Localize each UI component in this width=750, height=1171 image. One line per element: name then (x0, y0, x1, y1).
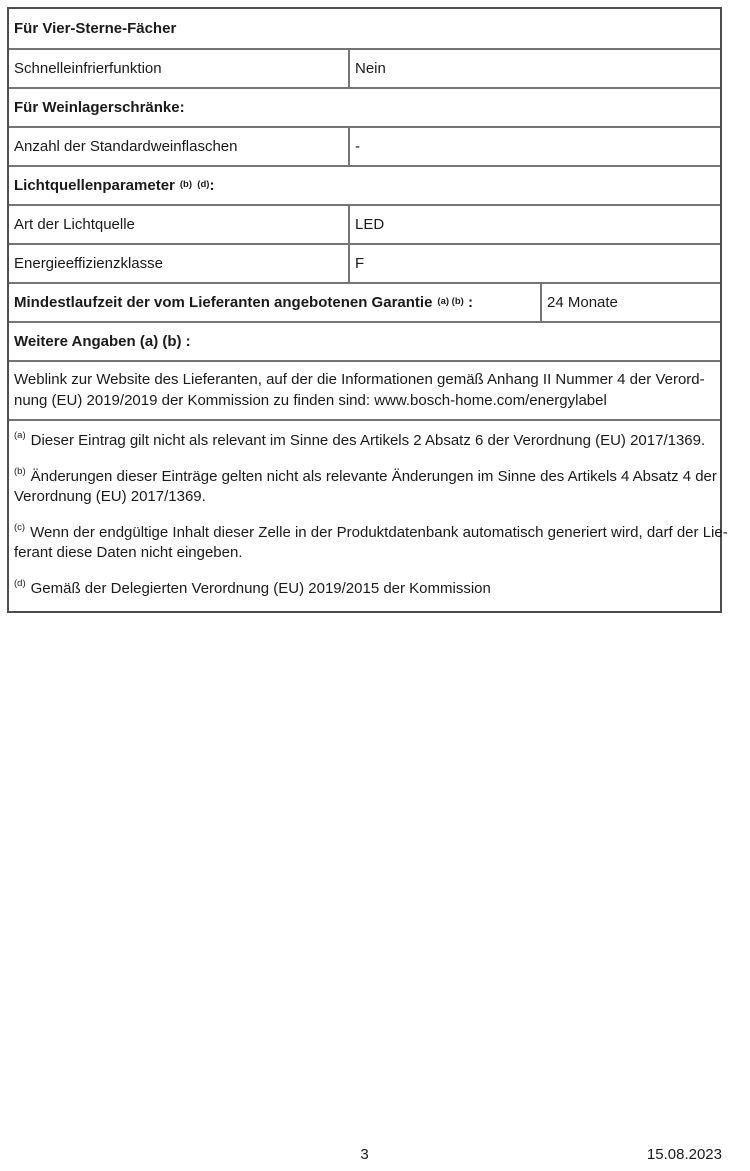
row-value (350, 128, 720, 165)
row-anzahl-standardweinflaschen (9, 126, 720, 165)
row-value (542, 284, 720, 321)
footnote-c (14, 523, 728, 563)
section-title-text: Für Weinlagerschränke: (14, 99, 185, 116)
row-label-text: Schnelleinfrierfunktion (14, 60, 162, 77)
row-label-text: Energieeffizienzklasse (14, 255, 163, 272)
row-value-text: Nein (355, 60, 386, 77)
footnote-text-continued: Verordnung (EU) 2017/1369. (14, 488, 206, 505)
row-weitere-angaben (9, 321, 720, 360)
row-value (350, 245, 720, 282)
section-title (9, 323, 720, 360)
row-mindestlaufzeit-garantie (9, 282, 720, 321)
row-energieeffizienzklasse (9, 243, 720, 282)
page-number: 3 (360, 1146, 369, 1163)
section-title-text: Für Vier-Sterne-Fächer (14, 20, 177, 37)
row-value (350, 206, 720, 243)
footnote-text: Dieser Eintrag gilt nicht als relevant im Sinne des Artikels 2 Absatz 6 der Verordnung (EU) 2017/1369. (30, 432, 706, 449)
footnotes-block (9, 421, 736, 611)
footnote-marker: (c) (14, 522, 26, 533)
row-label-text: Mindestlaufzeit der vom Lieferanten angebotenen Garantie (14, 294, 433, 311)
weblink-line: nung (EU) 2019/2019 der Kommission zu finden sind: www.bosch-home.com/energylabel (14, 391, 607, 409)
footnote-text: Änderungen dieser Einträge gelten nicht als relevante Änderungen im Sinne des Artikels 4 Absatz 4 der (30, 468, 717, 485)
page-footer (7, 1146, 722, 1164)
footnote-text: Gemäß der Delegierten Verordnung (EU) 2019/2015 der Kommission (30, 580, 491, 597)
row-value-text: F (355, 255, 365, 272)
footnote-marker: (a) (14, 430, 26, 441)
row-vier-sterne-faecher (9, 9, 720, 48)
section-title-suffix: : (209, 177, 215, 194)
section-title-text: Weitere Angaben (a) (b) : (14, 333, 191, 350)
footnote-a (14, 431, 728, 451)
row-label-suffix: : (463, 294, 473, 311)
row-label (9, 245, 350, 282)
weblink-line: Weblink zur Website des Lieferanten, auf der die Informationen gemäß Anhang II Nummer 4 der Verord- (14, 371, 705, 388)
row-label (9, 50, 350, 87)
row-schnelleinfrierfunktion (9, 48, 720, 87)
footnote-b (14, 467, 728, 507)
weblink-text (9, 362, 720, 419)
row-art-der-lichtquelle (9, 204, 720, 243)
row-label: Mindestlaufzeit der vom Lieferanten angebotenen Garantie $^{(a) (b)}$ : (9, 284, 542, 321)
row-label-text: Art der Lichtquelle (14, 216, 135, 233)
row-footnotes (9, 419, 728, 611)
footnote-text-continued: ferant diese Daten nicht eingeben. (14, 544, 243, 561)
row-value-text: - (355, 138, 360, 155)
footer-date: 15.08.2023 (646, 1146, 722, 1163)
row-label (9, 128, 350, 165)
section-title (9, 89, 720, 126)
section-title-text: Lichtquellenparameter (14, 177, 175, 194)
footnote-text: Wenn der endgültige Inhalt dieser Zelle in der Produktdatenbank automatisch generiert wird, darf der Lie- (30, 524, 728, 541)
section-title: Lichtquellenparameter $^{(b) (d)}$ : (14, 177, 215, 194)
product-data-table (7, 7, 728, 613)
section-title (9, 9, 720, 48)
row-weblink (9, 360, 720, 419)
row-value-text: 24 Monate (547, 294, 618, 311)
footnote-marker: (b) (14, 466, 26, 477)
row-label-text: Anzahl der Standardweinflaschen (14, 138, 238, 155)
row-lichtquellenparameter (9, 165, 720, 204)
footnote-marker: (d) (14, 578, 26, 589)
row-weinlagerschraenke (9, 87, 720, 126)
footnote-d (14, 579, 728, 599)
row-value-text: LED (355, 216, 385, 233)
row-label (9, 206, 350, 243)
row-value (350, 50, 720, 87)
